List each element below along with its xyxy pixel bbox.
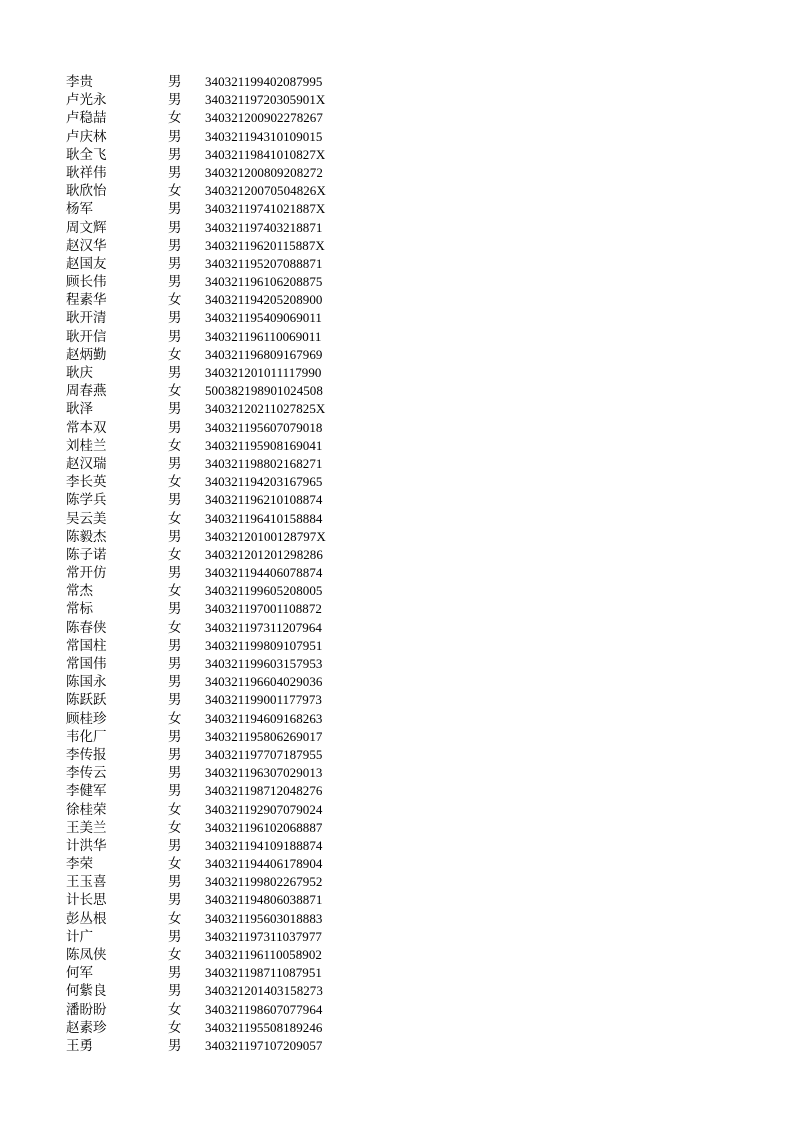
id-number-cell: 34032119620115887X xyxy=(205,237,325,253)
id-number-cell: 34032119741021887X xyxy=(205,201,326,217)
id-number-cell: 340321197311207964 xyxy=(205,619,322,635)
gender-cell: 男 xyxy=(168,365,182,381)
name-cell: 陈国永 xyxy=(66,674,107,691)
id-number-cell: 340321197107209057 xyxy=(205,1037,323,1053)
name-cell: 赵汉华 xyxy=(66,237,107,254)
gender-cell: 女 xyxy=(168,474,182,491)
name-cell: 王勇 xyxy=(66,1037,93,1054)
name-cell: 赵国友 xyxy=(66,255,107,272)
id-number-cell: 340321194203167965 xyxy=(205,474,323,490)
name-cell: 李贵 xyxy=(66,74,93,90)
table-row xyxy=(0,200,793,218)
name-cell: 耿全飞 xyxy=(66,146,107,163)
id-number-cell: 340321196809167969 xyxy=(205,346,323,362)
id-number-cell: 340321194205208900 xyxy=(205,292,323,308)
table-row xyxy=(0,928,793,946)
id-number-cell: 340321196106208875 xyxy=(205,274,323,290)
table-row xyxy=(0,455,793,473)
name-cell: 耿欣怡 xyxy=(66,183,107,200)
table-row xyxy=(0,764,793,782)
gender-cell: 男 xyxy=(168,837,182,854)
gender-cell: 男 xyxy=(168,1037,182,1054)
table-row xyxy=(0,873,793,891)
gender-cell: 男 xyxy=(168,310,182,327)
name-cell: 计长思 xyxy=(66,892,107,909)
id-number-cell: 340321194609168263 xyxy=(205,710,323,726)
gender-cell: 男 xyxy=(168,674,182,691)
table-row xyxy=(0,1037,793,1055)
table-row xyxy=(0,1001,793,1019)
gender-cell: 女 xyxy=(168,292,182,309)
table-row xyxy=(0,146,793,164)
name-cell: 刘桂兰 xyxy=(66,437,107,454)
table-row xyxy=(0,801,793,819)
name-cell: 常标 xyxy=(66,601,93,618)
name-cell: 计洪华 xyxy=(66,837,107,854)
name-cell: 程素华 xyxy=(66,292,107,309)
table-row xyxy=(0,546,793,564)
table-row xyxy=(0,164,793,182)
gender-cell: 男 xyxy=(168,965,182,982)
name-cell: 陈凤侠 xyxy=(66,947,107,963)
gender-cell: 男 xyxy=(168,983,182,1000)
id-number-cell: 340321198711087951 xyxy=(205,965,322,981)
name-cell: 彭丛根 xyxy=(66,910,107,927)
gender-cell: 男 xyxy=(168,237,182,254)
name-cell: 常杰 xyxy=(66,583,93,600)
id-number-cell: 34032120070504826X xyxy=(205,183,326,199)
table-row xyxy=(0,728,793,746)
gender-cell: 女 xyxy=(168,183,182,200)
id-number-cell: 340321198802168271 xyxy=(205,455,323,471)
id-number-cell: 340321199605208005 xyxy=(205,583,323,599)
gender-cell: 男 xyxy=(168,328,182,345)
gender-cell: 女 xyxy=(168,710,182,727)
gender-cell: 男 xyxy=(168,255,182,272)
table-row xyxy=(0,582,793,600)
name-cell: 卢光永 xyxy=(66,92,107,109)
id-number-cell: 340321199802267952 xyxy=(205,874,323,890)
name-cell: 李健军 xyxy=(66,783,107,800)
table-row xyxy=(0,237,793,255)
gender-cell: 男 xyxy=(168,765,182,782)
name-cell: 周文辉 xyxy=(66,219,107,236)
table-row xyxy=(0,400,793,418)
name-cell: 顾长伟 xyxy=(66,274,107,291)
table-row xyxy=(0,710,793,728)
name-cell: 赵炳勤 xyxy=(66,346,107,363)
gender-cell: 女 xyxy=(168,1019,182,1036)
table-row xyxy=(0,564,793,582)
name-cell: 徐桂荣 xyxy=(66,801,107,818)
id-number-cell: 340321200809208272 xyxy=(205,164,323,180)
name-cell: 常本双 xyxy=(66,419,107,436)
id-number-cell: 340321201403158273 xyxy=(205,983,323,999)
gender-cell: 女 xyxy=(168,619,182,636)
id-number-cell: 340321194406178904 xyxy=(205,856,323,872)
name-cell: 赵素珍 xyxy=(66,1019,107,1036)
table-row xyxy=(0,364,793,382)
name-cell: 耿泽 xyxy=(66,401,93,418)
id-number-cell: 34032119841010827X xyxy=(205,146,326,162)
id-number-cell: 340321197001108872 xyxy=(205,601,322,617)
table-row xyxy=(0,1019,793,1037)
name-cell: 韦化厂 xyxy=(66,728,107,745)
table-row xyxy=(0,637,793,655)
gender-cell: 男 xyxy=(168,201,182,218)
name-cell: 耿庆 xyxy=(66,365,93,381)
table-row xyxy=(0,819,793,837)
name-cell: 杨军 xyxy=(66,201,93,218)
name-cell: 王美兰 xyxy=(66,819,107,836)
gender-cell: 男 xyxy=(168,92,182,109)
table-row xyxy=(0,91,793,109)
id-number-cell: 340321194806038871 xyxy=(205,892,323,908)
table-row xyxy=(0,109,793,127)
person-list xyxy=(0,73,793,1055)
gender-cell: 女 xyxy=(168,819,182,836)
id-number-cell: 340321196110058902 xyxy=(205,947,322,962)
id-number-cell: 340321199001177973 xyxy=(205,692,322,708)
id-number-cell: 34032119720305901X xyxy=(205,92,326,108)
table-row xyxy=(0,382,793,400)
id-number-cell: 340321196210108874 xyxy=(205,492,323,508)
id-number-cell: 340321194406078874 xyxy=(205,565,323,581)
name-cell: 计广 xyxy=(66,928,93,945)
table-row xyxy=(0,837,793,855)
gender-cell: 男 xyxy=(168,928,182,945)
id-number-cell: 340321199809107951 xyxy=(205,637,323,653)
gender-cell: 男 xyxy=(168,274,182,291)
gender-cell: 男 xyxy=(168,637,182,654)
id-number-cell: 340321196604029036 xyxy=(205,674,323,690)
gender-cell: 女 xyxy=(168,346,182,363)
table-row xyxy=(0,328,793,346)
table-row xyxy=(0,982,793,1000)
gender-cell: 女 xyxy=(168,583,182,600)
gender-cell: 女 xyxy=(168,1001,182,1018)
id-number-cell: 340321194109188874 xyxy=(205,837,323,853)
gender-cell: 女 xyxy=(168,910,182,927)
name-cell: 常国伟 xyxy=(66,656,107,672)
gender-cell: 男 xyxy=(168,219,182,236)
name-cell: 卢稳喆 xyxy=(66,110,107,127)
table-row xyxy=(0,309,793,327)
gender-cell: 男 xyxy=(168,692,182,709)
id-number-cell: 340321196102068887 xyxy=(205,819,323,835)
table-row xyxy=(0,73,793,91)
name-cell: 潘盼盼 xyxy=(66,1001,107,1018)
table-row xyxy=(0,291,793,309)
gender-cell: 男 xyxy=(168,565,182,582)
table-row xyxy=(0,528,793,546)
table-row xyxy=(0,891,793,909)
id-number-cell: 340321196410158884 xyxy=(205,510,323,526)
gender-cell: 男 xyxy=(168,783,182,800)
table-row xyxy=(0,219,793,237)
id-number-cell: 340321199402087995 xyxy=(205,74,323,89)
id-number-cell: 340321197707187955 xyxy=(205,746,323,762)
name-cell: 李传云 xyxy=(66,765,107,782)
name-cell: 何紫良 xyxy=(66,983,107,1000)
gender-cell: 男 xyxy=(168,746,182,763)
table-row xyxy=(0,910,793,928)
gender-cell: 男 xyxy=(168,128,182,145)
id-number-cell: 340321195603018883 xyxy=(205,910,323,926)
id-number-cell: 500382198901024508 xyxy=(205,383,323,399)
id-number-cell: 340321195806269017 xyxy=(205,728,323,744)
table-row xyxy=(0,746,793,764)
table-row xyxy=(0,946,793,964)
gender-cell: 男 xyxy=(168,492,182,509)
gender-cell: 女 xyxy=(168,546,182,563)
id-number-cell: 340321196110069011 xyxy=(205,328,322,344)
name-cell: 陈学兵 xyxy=(66,492,107,509)
id-number-cell: 340321195508189246 xyxy=(205,1019,323,1035)
id-number-cell: 340321192907079024 xyxy=(205,801,323,817)
table-row xyxy=(0,419,793,437)
name-cell: 赵汉瑞 xyxy=(66,455,107,472)
name-cell: 周春燕 xyxy=(66,383,107,400)
table-row xyxy=(0,255,793,273)
id-number-cell: 340321200902278267 xyxy=(205,110,323,126)
id-number-cell: 340321196307029013 xyxy=(205,765,323,781)
table-row xyxy=(0,473,793,491)
table-row xyxy=(0,273,793,291)
gender-cell: 男 xyxy=(168,528,182,545)
table-row xyxy=(0,437,793,455)
table-row xyxy=(0,855,793,873)
gender-cell: 女 xyxy=(168,110,182,127)
id-number-cell: 340321199603157953 xyxy=(205,656,323,671)
gender-cell: 男 xyxy=(168,164,182,181)
name-cell: 王玉喜 xyxy=(66,874,107,891)
name-cell: 顾桂珍 xyxy=(66,710,107,727)
gender-cell: 男 xyxy=(168,601,182,618)
table-row xyxy=(0,510,793,528)
gender-cell: 男 xyxy=(168,728,182,745)
gender-cell: 女 xyxy=(168,510,182,527)
name-cell: 何军 xyxy=(66,965,93,982)
table-row xyxy=(0,673,793,691)
name-cell: 常开仿 xyxy=(66,565,107,582)
table-row xyxy=(0,619,793,637)
name-cell: 陈春侠 xyxy=(66,619,107,636)
gender-cell: 女 xyxy=(168,437,182,454)
table-row xyxy=(0,491,793,509)
id-number-cell: 340321197403218871 xyxy=(205,219,323,235)
id-number-cell: 340321201011117990 xyxy=(205,365,322,380)
id-number-cell: 340321195908169041 xyxy=(205,437,323,453)
name-cell: 耿祥伟 xyxy=(66,164,107,181)
id-number-cell: 34032120211027825X xyxy=(205,401,326,417)
table-row xyxy=(0,346,793,364)
name-cell: 李荣 xyxy=(66,856,93,873)
name-cell: 陈毅杰 xyxy=(66,528,107,545)
id-number-cell: 340321201201298286 xyxy=(205,546,323,562)
table-row xyxy=(0,182,793,200)
name-cell: 耿开清 xyxy=(66,310,107,327)
gender-cell: 男 xyxy=(168,146,182,163)
gender-cell: 女 xyxy=(168,856,182,873)
name-cell: 李长英 xyxy=(66,474,107,491)
id-number-cell: 340321197311037977 xyxy=(205,928,322,944)
id-number-cell: 340321194310109015 xyxy=(205,128,323,144)
name-cell: 陈子诺 xyxy=(66,546,107,563)
id-number-cell: 340321198607077964 xyxy=(205,1001,323,1017)
id-number-cell: 340321195607079018 xyxy=(205,419,323,435)
name-cell: 陈跃跃 xyxy=(66,692,107,709)
id-number-cell: 34032120100128797X xyxy=(205,528,326,544)
name-cell: 李传报 xyxy=(66,746,107,763)
gender-cell: 男 xyxy=(168,874,182,891)
name-cell: 卢庆林 xyxy=(66,128,107,145)
table-row xyxy=(0,691,793,709)
id-number-cell: 340321195207088871 xyxy=(205,255,323,271)
id-number-cell: 340321198712048276 xyxy=(205,783,323,799)
gender-cell: 女 xyxy=(168,801,182,818)
name-cell: 吴云美 xyxy=(66,510,107,527)
gender-cell: 男 xyxy=(168,656,182,672)
table-row xyxy=(0,600,793,618)
table-row xyxy=(0,128,793,146)
table-row xyxy=(0,655,793,673)
gender-cell: 女 xyxy=(168,947,182,963)
name-cell: 常国柱 xyxy=(66,637,107,654)
table-row xyxy=(0,782,793,800)
gender-cell: 男 xyxy=(168,74,182,90)
gender-cell: 男 xyxy=(168,401,182,418)
gender-cell: 男 xyxy=(168,419,182,436)
table-row xyxy=(0,964,793,982)
gender-cell: 男 xyxy=(168,455,182,472)
id-number-cell: 340321195409069011 xyxy=(205,310,322,326)
gender-cell: 男 xyxy=(168,892,182,909)
gender-cell: 女 xyxy=(168,383,182,400)
name-cell: 耿开信 xyxy=(66,328,107,345)
